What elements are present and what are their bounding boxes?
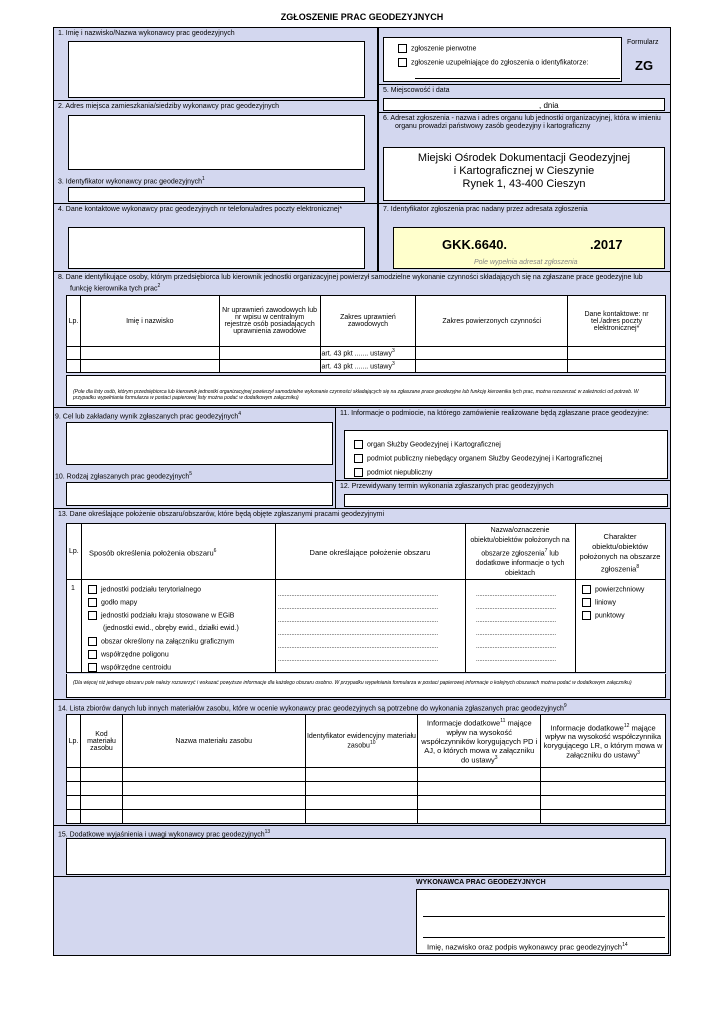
section-13-label: 13. Dane określające położenie obszaru/obszarów, które będą objęte zgłaszanymi pracami geodezyjnymi	[58, 511, 385, 518]
checkbox-method-2[interactable]	[88, 598, 97, 607]
col-code: Kod materiału zasobu	[80, 715, 122, 768]
checkbox-client-3[interactable]	[354, 468, 363, 477]
executor-name-field[interactable]	[68, 41, 365, 98]
checkbox-method-5[interactable]	[88, 650, 97, 659]
col-name: Imię i nazwisko	[80, 296, 219, 347]
checkbox-client-2[interactable]	[354, 454, 363, 463]
remarks-field[interactable]	[66, 838, 666, 875]
art-cell[interactable]: art. 43 pkt ....... ustawy$^3$	[320, 347, 416, 360]
checkbox-first[interactable]	[398, 44, 407, 53]
recipient-line-2: i Kartograficznej w Cieszynie	[453, 165, 595, 177]
col-data: Dane określające położenie obszaru	[309, 548, 431, 557]
method-opt-2[interactable]: godło mapy	[88, 598, 137, 607]
materials-table	[66, 714, 666, 824]
col-ident: Identyfikator ewidencyjny materiału zasobu$^{10}$	[305, 715, 418, 768]
section-7	[378, 203, 671, 272]
work-type-field[interactable]	[66, 482, 333, 506]
client-opt-3[interactable]: podmiot niepubliczny	[354, 468, 432, 477]
checkbox-char-1[interactable]	[582, 585, 591, 594]
form-label: Formularz	[627, 39, 659, 46]
section-9-10	[53, 407, 336, 509]
signature-label: Imię, nazwisko oraz podpis wykonawcy prac geodezyjnych$^{14}$	[427, 942, 628, 952]
method-opt-6[interactable]: współrzędne centroidu	[88, 663, 171, 672]
col-character: Charakter obiektu/obiektów położonych na obszarze zgłoszenia$^8$	[579, 532, 661, 574]
checkbox-method-4[interactable]	[88, 637, 97, 646]
checkbox-client-1[interactable]	[354, 440, 363, 449]
table-row[interactable]	[67, 768, 666, 782]
section-8-label: 8. Dane identyfikujące osoby, którym przedsiębiorca lub kierownik jednostki organizacyjnej powierzył samodzielne wykonanie czynności składających się na zgłaszane prace geodezyjne lub funkcję kierownika tych prac$^2$	[58, 274, 643, 293]
place-date-field[interactable]	[383, 98, 665, 111]
executor-id-field[interactable]	[68, 187, 365, 202]
col-info-2: Informacje dodatkowe$^{12}$ mające wpływ na wysokość współczynnika korygującego LR, o którym mowa w załączniku do ustawy$^3$	[541, 715, 666, 768]
col-objects: Nazwa/oznaczenie obiektu/obiektów położonych na obszarze zgłoszenia$^7$ lub dodatkowe informacje o tych obiektach	[470, 527, 570, 578]
section-2-label: 2. Adres miejsca zamieszkania/siedziby wykonawcy prac geodezyjnych	[58, 103, 279, 110]
client-opt-1[interactable]: organ Służby Geodezyjnej i Kartograficznej	[354, 440, 501, 449]
art-cell[interactable]: art. 43 pkt ....... ustawy$^3$	[320, 360, 416, 373]
section-10-label: 10. Rodzaj zgłaszanych prac geodezyjnych$^5$	[55, 471, 193, 481]
section-3-label: 3. Identyfikator wykonawcy prac geodezyjnych$^1$	[58, 176, 205, 186]
checkbox-method-6[interactable]	[88, 663, 97, 672]
form-type-box	[378, 27, 671, 85]
form-code: ZG	[635, 58, 654, 73]
section-6-label: 6. Adresat zgłoszenia - nazwa i adres organu lub jednostki organizacyjnej, która w imieniu organu prowadzi państwowy zasób geodezyjny i kartograficzny	[383, 115, 661, 130]
char-opt-1[interactable]: powierzchniowy	[582, 585, 644, 594]
note-13: (Dla więcej niż jednego obszaru pole należy rozszerzyć i wskazać powyższe informacje dla każdego obszaru osobno. W przypadku wypełniania formularza w postaci papierowej informacje o kolejnych obszarach można podać w dodatkowym załączniku)	[66, 674, 666, 698]
section-15-label: 15. Dodatkowe wyjaśnienia i uwagi wykonawcy prac geodezyjnych$^{13}$	[58, 829, 271, 839]
col-scope: Zakres uprawnień zawodowych	[320, 296, 416, 347]
signature-section	[53, 876, 671, 956]
col-contact: Dane kontaktowe: nr tel./adres poczty elektronicznej*	[568, 296, 666, 347]
section-1	[53, 27, 378, 101]
date-suffix: , dnia	[539, 101, 559, 110]
table-row[interactable]	[67, 796, 666, 810]
note-8: (Pole dla listy osób, którym przedsiębiorca lub kierownik jednostki organizacyjnej powierzył samodzielne wykonanie czynności składających się na zgłaszane prace geodezyjne lub funkcję kierownika tych prac, można rozszerzać w zależności od potrzeb. W przypadku wypełniania formularza w postaci papierowej listy można podać w dodatkowym załączniku)	[66, 375, 666, 406]
area-dotlines[interactable]: ................................................................................................ ................................................................................................ ................................................................................................ ................................................................................................ ................................................................................................ ................................................................................................	[278, 592, 439, 663]
application-id-field	[393, 227, 665, 269]
char-opt-3[interactable]: punktowy	[582, 611, 625, 620]
recipient-line-3: Rynek 1, 43-400 Cieszyn	[462, 178, 586, 190]
table-row	[67, 347, 666, 360]
section-2	[53, 100, 378, 204]
section-4	[53, 203, 378, 272]
section-5-label: 5. Miejscowość i data	[383, 87, 450, 94]
table-row	[67, 360, 666, 373]
table-row[interactable]	[67, 782, 666, 796]
purpose-field[interactable]	[66, 422, 333, 465]
signer-title: WYKONAWCA PRAC GEODEZYJNYCH	[416, 879, 546, 886]
checkbox-char-2[interactable]	[582, 598, 591, 607]
persons-table	[66, 295, 666, 373]
col-licence: Nr uprawnień zawodowych lub nr wpisu w centralnym rejestrze osób posiadających uprawnienia zawodowe	[219, 296, 320, 347]
method-opt-3-note: (jednostki ewid., obręby ewid., działki ewid.)	[103, 625, 239, 632]
executor-address-field[interactable]	[68, 115, 365, 170]
section-7-label: 7. Identyfikator zgłoszenia prac nadany przez adresata zgłoszenia	[383, 206, 588, 213]
section-1-label: 1. Imię i nazwisko/Nazwa wykonawcy prac geodezyjnych	[58, 30, 235, 37]
section-11-label: 11. Informacje o podmiocie, na którego zamówienie realizowane będą zgłaszane prace geodezyjne:	[340, 410, 649, 417]
table-row[interactable]	[67, 810, 666, 824]
opt-first[interactable]: zgłoszenie pierwotne	[398, 44, 476, 53]
id-prefix: GKK.6640.	[442, 237, 508, 252]
row-number: 1	[71, 585, 75, 592]
recipient-field	[383, 147, 665, 201]
char-opt-2[interactable]: liniowy	[582, 598, 616, 607]
method-opt-4[interactable]: obszar określony na załączniku graficznym	[88, 637, 234, 646]
col-lp: Lp.	[67, 715, 81, 768]
section-12	[335, 480, 671, 509]
checkbox-supplementary[interactable]	[398, 58, 407, 67]
section-9-label: 9. Cel lub zakładany wynik zgłaszanych prac geodezyjnych$^4$	[55, 411, 242, 421]
col-material-name: Nazwa materiału zasobu	[122, 715, 305, 768]
id-note: Pole wypełnia adresat zgłoszenia	[474, 259, 578, 266]
recipient-line-1: Miejski Ośrodek Dokumentacji Geodezyjnej	[417, 152, 631, 164]
section-6	[378, 112, 671, 204]
checkbox-method-3[interactable]	[88, 611, 97, 620]
signature-field[interactable]	[416, 889, 669, 954]
section-15	[53, 825, 671, 877]
section-8	[53, 271, 671, 408]
section-11	[335, 407, 671, 481]
deadline-field[interactable]	[344, 494, 668, 507]
supplementary-id-line[interactable]	[415, 78, 620, 79]
method-opt-5[interactable]: współrzędne poligonu	[88, 650, 169, 659]
section-5	[378, 84, 671, 113]
signature-line	[423, 916, 665, 917]
client-opt-2[interactable]: podmiot publiczny niebędący organem Służby Geodezyjnej i Kartograficznej	[354, 454, 602, 463]
method-opt-1[interactable]: jednostki podziału terytorialnego	[88, 585, 201, 594]
col-lp: Lp.	[69, 548, 79, 555]
id-suffix: .2017	[590, 237, 623, 252]
col-info-1: Informacje dodatkowe$^{11}$ mające wpływ na wysokość współczynników korygujących PD i AJ, o których mowa w załączniku do ustawy$^3$	[418, 715, 541, 768]
section-14-label: 14. Lista zbiorów danych lub innych materiałów zasobu, które w ocenie wykonawcy prac geodezyjnych są potrzebne do wykonania zgłaszanych prac geodezyjnych$^9$	[58, 703, 567, 713]
signature-line-2	[423, 937, 665, 938]
page-title: ZGŁOSZENIE PRAC GEODEZYJNYCH	[280, 12, 444, 22]
section-4-label: 4. Dane kontaktowe wykonawcy prac geodezyjnych nr telefonu/adres poczty elektronicznej*	[58, 206, 343, 213]
object-dotlines[interactable]: ................................................ ................................................ ................................................ ................................................ ................................................ ................................................	[476, 592, 557, 663]
method-opt-3[interactable]: jednostki podziału kraju stosowane w EGiB	[88, 611, 234, 620]
section-13	[53, 508, 671, 700]
executor-contact-field[interactable]	[68, 227, 365, 269]
col-method: Sposób określenia położenia obszaru$^6$	[89, 548, 217, 558]
opt-supplementary[interactable]: zgłoszenie uzupełniające do zgłoszenia o identyfikatorze:	[398, 58, 588, 67]
col-lp: Lp.	[67, 296, 81, 347]
checkbox-char-3[interactable]	[582, 611, 591, 620]
section-14	[53, 699, 671, 826]
checkbox-method-1[interactable]	[88, 585, 97, 594]
col-works: Zakres powierzonych czynności	[416, 296, 568, 347]
section-12-label: 12. Przewidywany termin wykonania zgłaszanych prac geodezyjnych	[340, 483, 554, 490]
